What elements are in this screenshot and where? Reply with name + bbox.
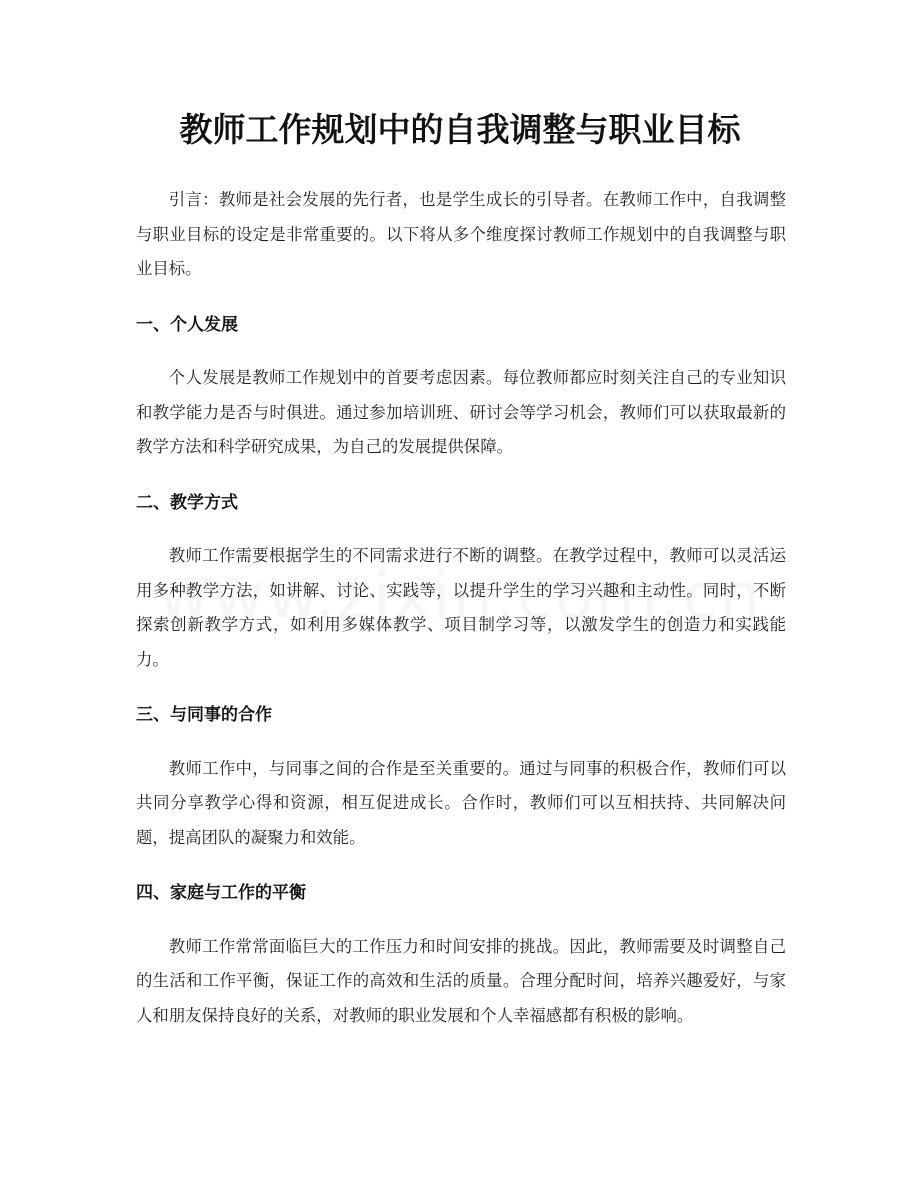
section-body-work-life-balance: 教师工作常常面临巨大的工作压力和时间安排的挑战。因此，教师需要及时调整自己的生活和工作平衡，保证工作的高效和生活的质量。合理分配时间，培养兴趣爱好，与家人和朋友保持良好的关系，对教师的职业发展和个人幸福感都有积极的影响。	[136, 936, 786, 1025]
document-title: 教师工作规划中的自我调整与职业目标	[179, 110, 741, 149]
document-body	[136, 183, 786, 1033]
section-body-colleague-cooperation: 教师工作中，与同事之间的合作是至关重要的。通过与同事的积极合作，教师们可以共同分享教学心得和资源，相互促进成长。合作时，教师们可以互相扶持、共同解决问题，提高团队的凝聚力和效能。	[136, 758, 786, 847]
section-heading-colleague-cooperation: 三、与同事的合作	[136, 705, 272, 725]
section-body-teaching-methods: 教师工作需要根据学生的不同需求进行不断的调整。在教学过程中，教师可以灵活运用多种教学方法，如讲解、讨论、实践等，以提升学生的学习兴趣和主动性。同时，不断探索创新教学方式，如利用多媒体教学、项目制学习等，以激发学生的创造力和实践能力。	[136, 546, 786, 669]
section-body-personal-development: 个人发展是教师工作规划中的首要考虑因素。每位教师都应时刻关注自己的专业知识和教学能力是否与时俱进。通过参加培训班、研讨会等学习机会，教师们可以获取最新的教学方法和科学研究成果，为自己的发展提供保障。	[136, 368, 786, 456]
section-heading-teaching-methods: 二、教学方式	[136, 492, 238, 513]
section-heading-work-life-balance: 四、家庭与工作的平衡	[136, 883, 306, 903]
section-heading-personal-development: 一、个人发展	[136, 314, 238, 335]
intro-paragraph: 引言：教师是社会发展的先行者，也是学生成长的引导者。在教师工作中，自我调整与职业目标的设定是非常重要的。以下将从多个维度探讨教师工作规划中的自我调整与职业目标。	[136, 190, 786, 278]
